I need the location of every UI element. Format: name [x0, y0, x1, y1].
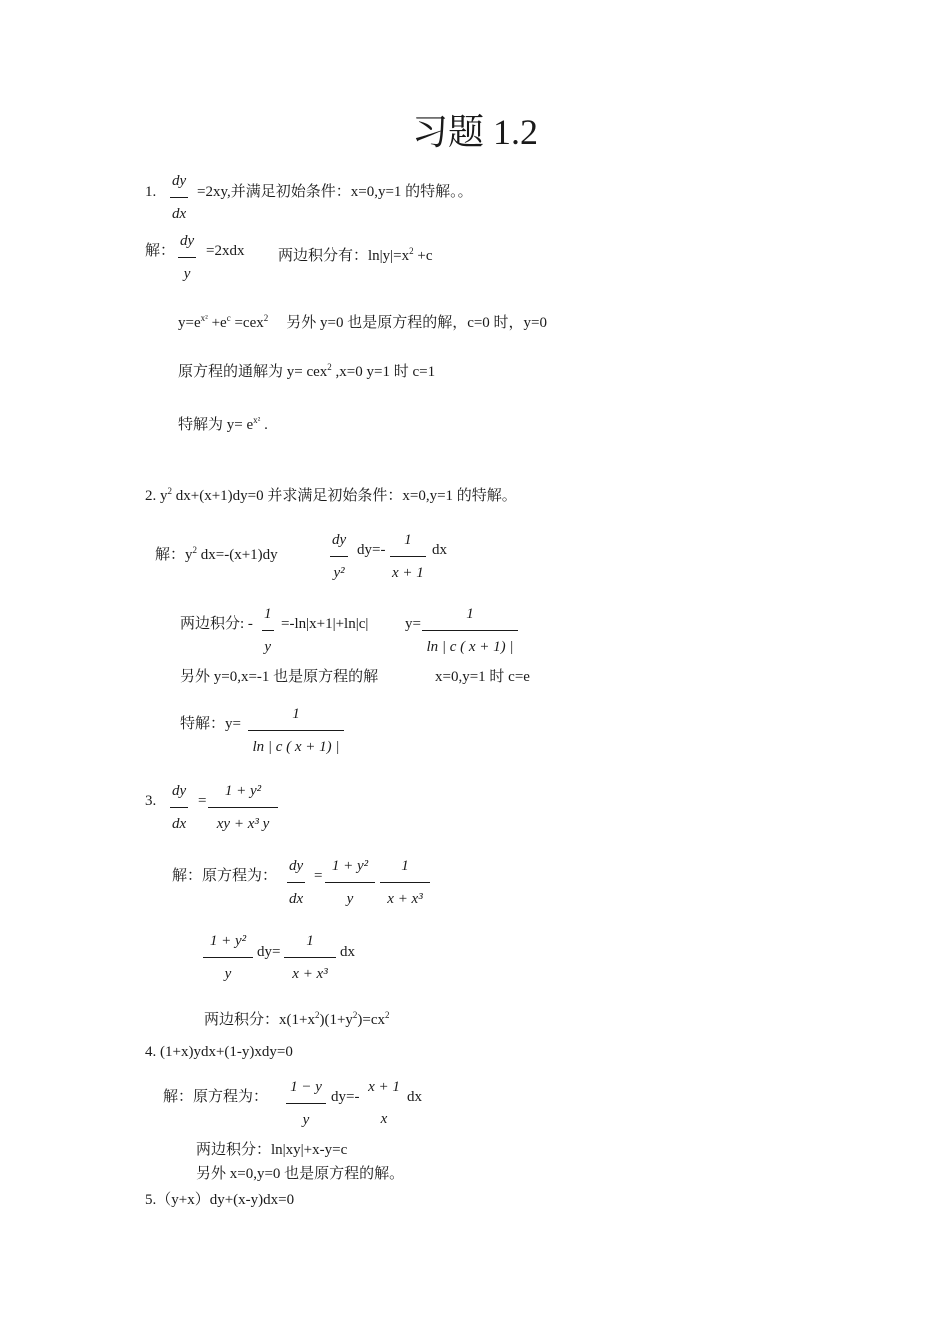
- problem-4-statement: 4. (1+x)ydx+(1-y)xdy=0: [145, 1044, 293, 1060]
- problem-3-fraction-3: $\frac{dy}{dx}$: [289, 858, 304, 907]
- page-title: 习题 1.2: [411, 112, 538, 152]
- problem-3-fraction-7: $\frac{1}{\text{x + x³}}$: [284, 932, 336, 983]
- problem-4-integration: 两边积分：ln|xy|+x-y=c: [196, 1142, 348, 1158]
- problem-1-solution-label: 解：: [145, 243, 176, 259]
- problem-2-fraction-4: $\frac{1}{\ln | c ( x + 1) |}$: [422, 605, 518, 656]
- problem-2-particular-label: 特解：y=: [180, 716, 241, 732]
- problem-2-fraction-5: $\frac{1}{\ln | c ( x + 1) |}$: [248, 705, 344, 756]
- problem-1-solution-fraction: $\frac{dy}{y}$: [180, 233, 195, 282]
- problem-5-statement: 5.（y+x）dy+(x-y)dx=0: [145, 1192, 295, 1208]
- problem-2-fraction-3: $\frac{1}{y}$: [264, 606, 272, 655]
- problem-1-general-solution: 原方程的通解为 y= cex$^2$ ,x=0 y=1 时 c=1: [178, 362, 436, 380]
- problem-2-integration-label: 两边积分: -: [180, 616, 253, 632]
- problem-1-fraction: $\frac{dy}{dx}$: [172, 173, 187, 222]
- problem-2-y-equals: y=: [405, 616, 421, 632]
- problem-2-statement: 2. $y^2$ dx+(x+1)dy=0 并求满足初始条件：x=0,y=1 的特解。: [145, 486, 517, 504]
- problem-3-integration: 两边积分：$x(1+x^2)(1+y^2)=cx^2$: [204, 1010, 390, 1028]
- problem-3-fraction-5: $\frac{1}{\text{x + x³}}$: [380, 857, 430, 908]
- problem-3-fraction-1: $\frac{dy}{dx}$: [172, 783, 187, 832]
- problem-3-solution-label: 解：原方程为：: [172, 868, 278, 884]
- problem-2-solution: 解：$y^2$ dx=-(x+1)dy: [155, 545, 278, 563]
- problem-1-number: 1.: [145, 184, 157, 200]
- problem-2-fraction-1: $\frac{dy}{\text{y²}}$: [332, 532, 347, 581]
- problem-3-fraction-4: $\frac{\text{1 + y²}}{y}$: [325, 857, 375, 908]
- problem-4-solution-label: 解：原方程为：: [163, 1089, 269, 1105]
- problem-4-fraction-2: x + 1 x: [368, 1079, 400, 1127]
- problem-4-other-solution: 另外 x=0,y=0 也是原方程的解。: [196, 1166, 405, 1182]
- problem-3-number: 3.: [145, 793, 157, 809]
- problem-1-integration: 两边积分有：$\ln|y|=x^2 +c$: [278, 246, 433, 264]
- problem-2-dx: dx: [432, 542, 447, 558]
- problem-4-dy: dy=-: [331, 1089, 360, 1105]
- problem-2-integration-result: =-ln|x+1|+ln|c|: [281, 616, 369, 632]
- problem-3-equals-2: =: [314, 868, 323, 884]
- problem-3-fraction-2: $\frac{\text{1 + y²}}{\text{xy + x³ y}}$: [208, 782, 278, 833]
- problem-3-fraction-6: $\frac{\text{1 + y²}}{y}$: [203, 932, 253, 983]
- problem-4-dx: dx: [407, 1089, 422, 1105]
- problem-2-other-solution: 另外 y=0,x=-1 也是原方程的解: [180, 669, 379, 685]
- problem-4-fraction-1: $\frac{1 - y}{y}$: [286, 1078, 326, 1129]
- problem-2-dy: dy=-: [357, 542, 386, 558]
- problem-3-dx: dx: [340, 944, 355, 960]
- problem-1-solution-eq: =2xdx: [206, 243, 245, 259]
- problem-2-initial-condition: x=0,y=1 时 c=e: [435, 669, 530, 685]
- problem-1-particular-solution: 特解为 $y= e^{x^2}$ .: [178, 415, 268, 433]
- problem-1-statement: =2xy,并满足初始条件：x=0,y=1 的特解。。: [197, 184, 473, 200]
- problem-2-fraction-2: $\frac{1}{x + 1}$: [392, 532, 424, 581]
- problem-3-equals: =: [198, 793, 207, 809]
- problem-3-dy: dy=: [257, 944, 281, 960]
- problem-1-line-2: $y=e^{x^2} +e^c =cex^2$ 另外 y=0 也是原方程的解，c=0 时，y=0: [178, 313, 548, 331]
